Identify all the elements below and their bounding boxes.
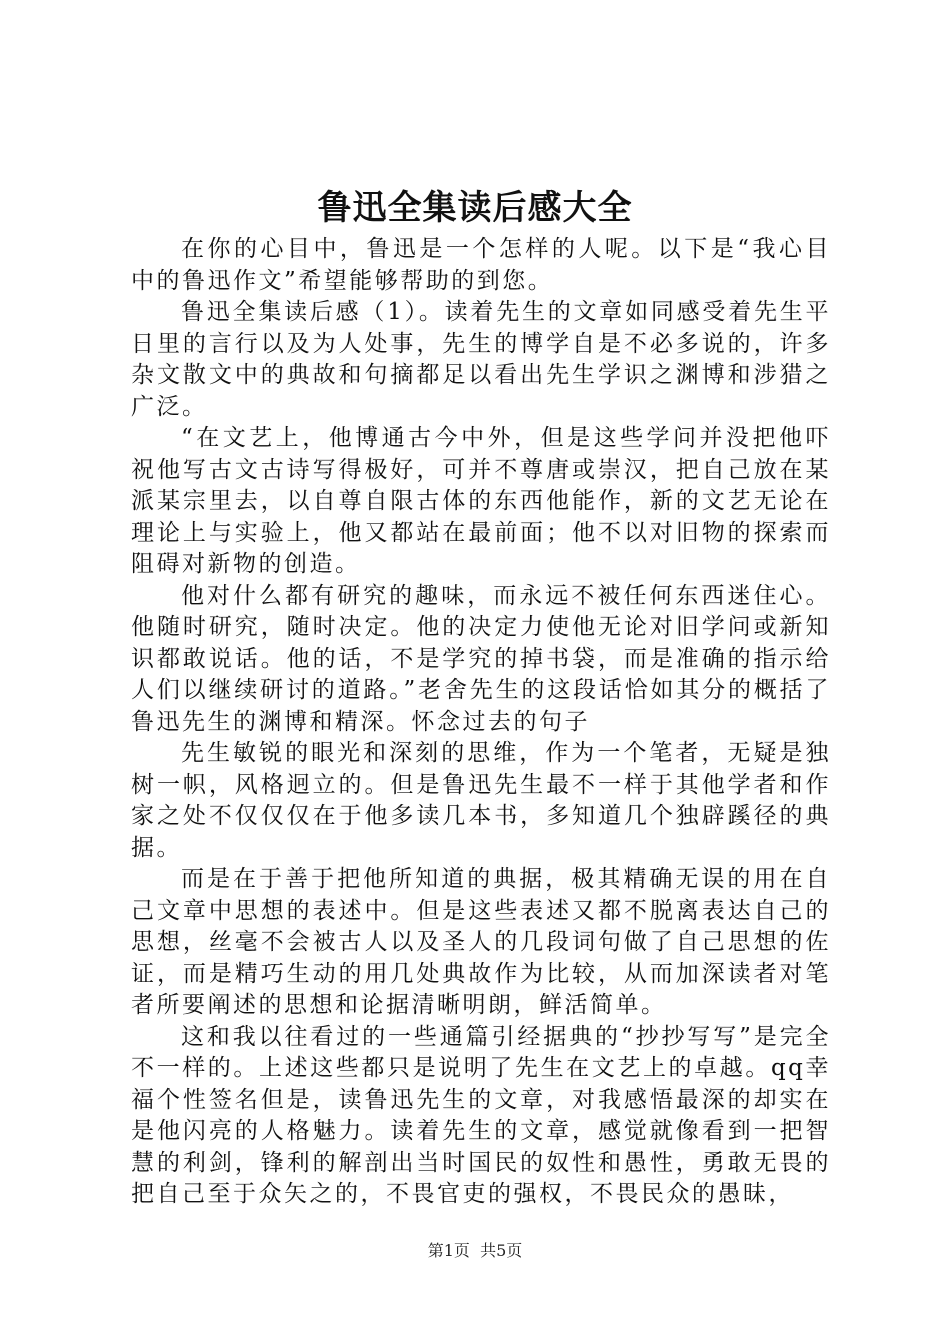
paragraph-7: 这和我以往看过的一些通篇引经据典的“抄抄写写”是完全不一样的。上述这些都只是说明了先生在文艺上的卓越。qq幸福个性签名但是，读鲁迅先生的文章，对我感悟最深的却实在是他闪亮的人格魅力。读着先生的文章，感觉就像看到一把智慧的利剑，锋利的解剖出当时国民的奴性和愚性，勇敢无畏的把自己至于众矢之的，不畏官吏的强权，不畏民众的愚昧， bbox=[131, 1023, 831, 1207]
page-total: 共5页 bbox=[480, 1241, 523, 1260]
paragraph-3: “在文艺上，他博通古今中外，但是这些学问并没把他吓祝他写古文古诗写得极好，可并不尊唐或崇汉，把自己放在某派某宗里去，以自尊自限古体的东西他能作，新的文艺无论在理论上与实验上，他又都站在最前面；他不以对旧物的探索而阻碍对新物的创造。 bbox=[131, 425, 831, 577]
document-title: 鲁迅全集读后感大全 bbox=[317, 188, 633, 228]
document-body bbox=[131, 234, 831, 1211]
page-number: 第1页 bbox=[427, 1241, 470, 1260]
paragraph-intro: 在你的心目中，鲁迅是一个怎样的人呢。以下是“我心目中的鲁迅作文”希望能够帮助的到您。 bbox=[131, 236, 831, 294]
paragraph-2: 鲁迅全集读后感（1）。读着先生的文章如同感受着先生平日里的言行以及为人处事，先生的博学自是不必多说的，许多杂文散文中的典故和句摘都足以看出先生学识之渊博和涉猎之广泛。 bbox=[131, 299, 831, 420]
paragraph-5: 先生敏锐的眼光和深刻的思维，作为一个笔者，无疑是独树一帜，风格迥立的。但是鲁迅先生最不一样于其他学者和作家之处不仅仅仅在于他多读几本书，多知道几个独辟蹊径的典据。 bbox=[131, 740, 831, 861]
paragraph-4: 他对什么都有研究的趣味，而永远不被任何东西迷住心。他随时研究，随时决定。他的决定力使他无论对旧学问或新知识都敢说话。他的话，不是学究的掉书袋，而是准确的指示给人们以继续研讨的道路。”老舍先生的这段话恰如其分的概括了鲁迅先生的渊博和精深。怀念过去的句子 bbox=[131, 582, 831, 735]
page-footer bbox=[0, 1241, 950, 1261]
paragraph-6: 而是在于善于把他所知道的典据，极其精确无误的用在自己文章中思想的表述中。但是这些表述又都不脱离表达自己的思想，丝毫不会被古人以及圣人的几段词句做了自己思想的佐证，而是精巧生动的用几处典故作为比较，从而加深读者对笔者所要阐述的思想和论据清晰明朗，鲜活简单。 bbox=[131, 866, 831, 1018]
